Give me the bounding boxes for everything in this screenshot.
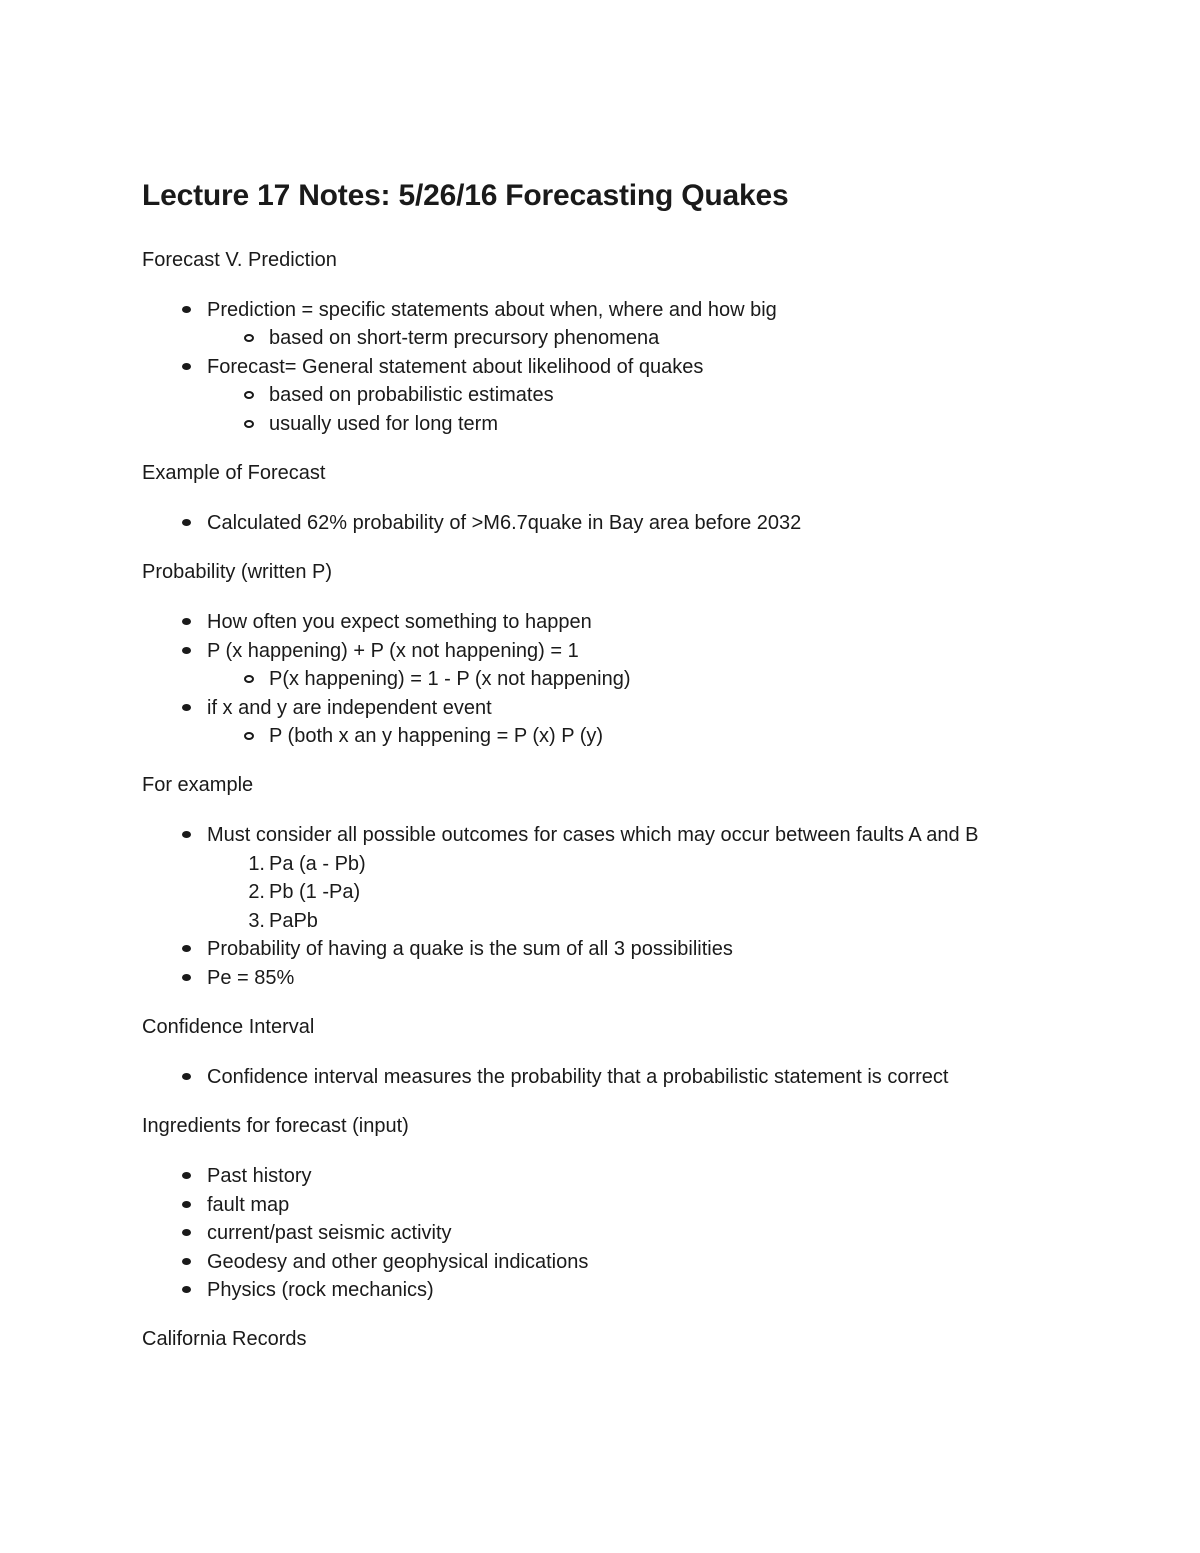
section-heading: Ingredients for forecast (input) xyxy=(142,1115,409,1138)
list-item: Must consider all possible outcomes for cases which may occur between faults A and B xyxy=(142,821,1062,849)
bullet-list xyxy=(142,821,1062,991)
list-item: Pe = 85% xyxy=(142,964,1062,992)
section-heading: Forecast V. Prediction xyxy=(142,249,337,271)
section-heading: Confidence Interval xyxy=(142,1015,315,1038)
circle-bullet-icon xyxy=(244,334,254,342)
list-item: Probability of having a quake is the sum of all 3 possibilities xyxy=(142,935,1062,963)
bullet-icon xyxy=(182,306,191,313)
bullet-icon xyxy=(182,519,191,526)
section-heading: Example of Forecast xyxy=(142,462,326,485)
list-item: if x and y are independent event xyxy=(142,694,1062,722)
list-item: Geodesy and other geophysical indications xyxy=(142,1248,1062,1276)
bullet-list xyxy=(142,1063,1062,1091)
bullet-list xyxy=(142,296,1062,438)
bullet-icon xyxy=(182,1172,191,1179)
numbered-item: 1. Pa (a - Pb) xyxy=(248,852,366,875)
bullet-icon xyxy=(182,831,191,838)
bullet-icon xyxy=(182,1073,191,1080)
list-item: How often you expect something to happen xyxy=(142,608,1062,636)
bullet-icon xyxy=(182,1286,191,1293)
list-item: Confidence interval measures the probability that a probabilistic statement is correct xyxy=(142,1063,1062,1091)
list-item: Physics (rock mechanics) xyxy=(142,1276,1062,1304)
bullet-icon xyxy=(182,974,191,981)
bullet-icon xyxy=(182,1258,191,1265)
bullet-list xyxy=(142,509,1062,537)
bullet-list xyxy=(142,1162,1062,1304)
sub-list-item: based on probabilistic estimates xyxy=(142,381,1062,409)
bullet-icon xyxy=(182,704,191,711)
sub-list-item: P (both x an y happening = P (x) P (y) xyxy=(142,722,1062,750)
list-item: Forecast= General statement about likelihood of quakes xyxy=(142,353,1062,381)
bullet-icon xyxy=(182,363,191,370)
numbered-item: 3. PaPb xyxy=(248,909,318,932)
bullet-list xyxy=(142,608,1062,750)
section-heading: Probability (written P) xyxy=(142,561,333,584)
sub-list-item: based on short-term precursory phenomena xyxy=(142,324,1062,352)
circle-bullet-icon xyxy=(244,420,254,428)
bullet-icon xyxy=(182,1229,191,1236)
bullet-icon xyxy=(182,618,191,625)
sub-list-item: P(x happening) = 1 - P (x not happening) xyxy=(142,665,1062,693)
bullet-icon xyxy=(182,945,191,952)
list-item: Calculated 62% probability of >M6.7quake in Bay area before 2032 xyxy=(142,509,1062,537)
section-heading: California Records xyxy=(142,1328,307,1351)
list-item: fault map xyxy=(142,1191,1062,1219)
numbered-item: 2. Pb (1 -Pa) xyxy=(248,881,361,904)
list-item: Prediction = specific statements about when, where and how big xyxy=(142,296,1062,324)
list-item: Past history xyxy=(142,1162,1062,1190)
circle-bullet-icon xyxy=(244,732,254,740)
bullet-icon xyxy=(182,1201,191,1208)
section-heading: For example xyxy=(142,774,254,797)
circle-bullet-icon xyxy=(244,391,254,399)
circle-bullet-icon xyxy=(244,675,254,683)
sub-list-item: usually used for long term xyxy=(142,410,1062,438)
list-item: current/past seismic activity xyxy=(142,1219,1062,1247)
list-item: P (x happening) + P (x not happening) = 1 xyxy=(142,637,1062,665)
bullet-icon xyxy=(182,647,191,654)
document-page xyxy=(142,176,1062,1353)
page-title: Lecture 17 Notes: 5/26/16 Forecasting Quakes xyxy=(142,179,789,212)
